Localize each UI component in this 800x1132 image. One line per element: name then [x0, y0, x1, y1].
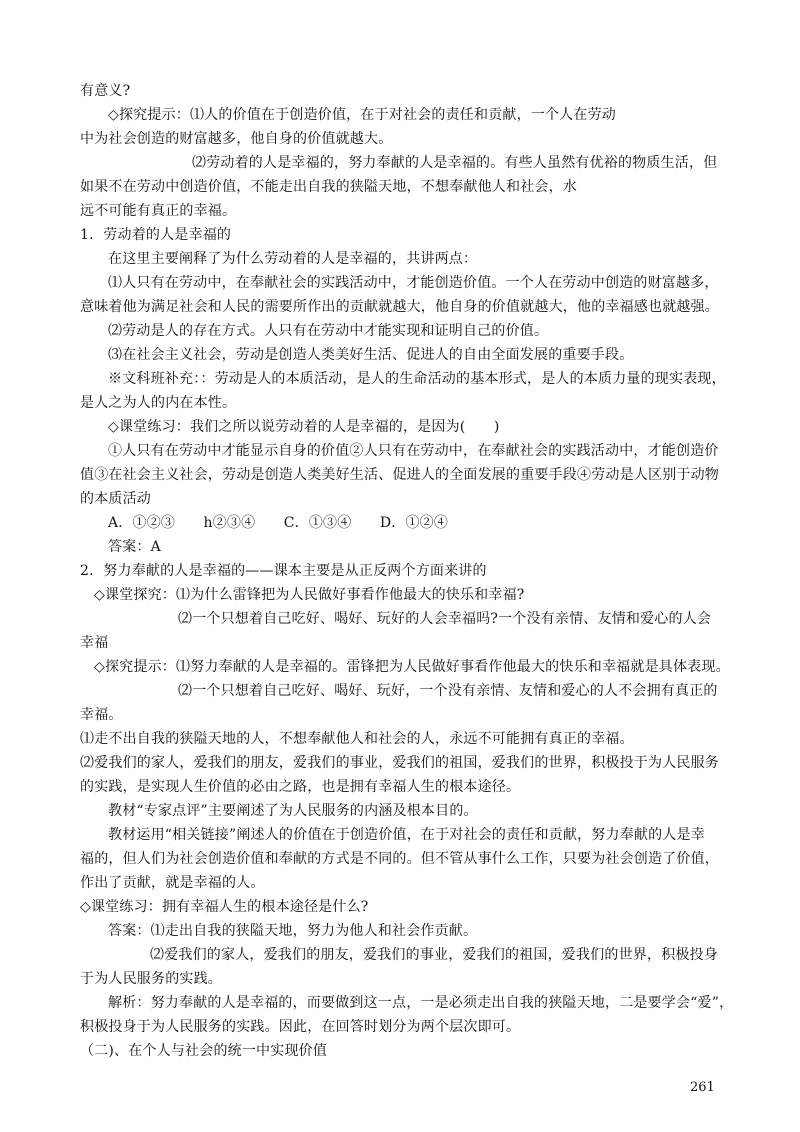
text-line: 在这里主要阐释了为什么劳动着的人是幸福的，共讲两点：	[108, 251, 478, 267]
text-line: ⑶在社会主义社会，劳动是创造人类美好生活、促进人的自由全面发展的重要手段。	[108, 347, 634, 363]
text-line: 作出了贡献，就是幸福的人。	[80, 875, 265, 891]
analysis-line: 积极投身于为人民服务的实践。因此，在回答时划分为两个层次即可。	[80, 1019, 521, 1035]
text-line: ◇探究提示：⑴努力奉献的人是幸福的。雷锋把为人民做好事看作他最大的快乐和幸福就是具体表现。	[94, 659, 730, 675]
text-line: 福的，但人们为社会创造价值和奉献的方式是不同的。但不管从事什么工作，只要为社会创造了价值，	[80, 851, 719, 867]
text-line: ①人只有在劳动中才能显示自身的价值②人只有在劳动中，在奉献社会的实践活动中，才能创造价	[108, 443, 719, 459]
text-line: 幸福。	[80, 707, 123, 723]
text-line: 意味着他为满足社会和人民的需要所作出的贡献就越大，他自身的价值就越大，他的幸福感也就越强。	[80, 299, 719, 315]
text-line: 幸福	[80, 635, 109, 651]
exercise-question: ◇课堂练习：拥有幸福人生的根本途径是什么?	[80, 899, 369, 915]
text-line: 教材运用“相关链接”阐述人的价值在于创造价值，在于对社会的责任和贡献，努力奉献的人是幸	[108, 827, 705, 843]
section-heading: （二)、在个人与社会的统一中实现价值	[80, 1043, 328, 1059]
text-line: ◇探究提示：⑴人的价值在于创造价值，在于对社会的责任和贡献，一个人在劳动	[108, 107, 616, 123]
text-line: 有意义?	[80, 83, 131, 99]
text-line: ⑵一个只想着自己吃好、喝好、玩好，一个没有亲情、友情和爱心的人不会拥有真正的	[178, 683, 718, 699]
text-line: 的本质活动	[80, 491, 151, 507]
text-line: 如果不在劳动中创造价值，不能走出自我的狭隘天地，不想奉献他人和社会，水	[80, 179, 577, 195]
text-line: ⑵劳动着的人是幸福的，努力奉献的人是幸福的。有些人虽然有优裕的物质生活，但	[192, 155, 718, 171]
section-heading: 2．努力奉献的人是幸福的——课本主要是从正反两个方面来讲的	[80, 563, 487, 579]
text-line: 教材“专家点评”主要阐述了为人民服务的内涵及根本目的。	[108, 803, 478, 819]
text-line: ⑵一个只想着自己吃好、喝好、玩好的人会幸福吗?一个没有亲情、友情和爱心的人会	[178, 611, 712, 627]
text-line: 远不可能有真正的幸福。	[80, 203, 237, 219]
analysis-line: 解析：努力奉献的人是幸福的，而要做到这一点，一是必须走出自我的狭隘天地，二是要学会“爱”，	[108, 995, 734, 1011]
text-line: ◇课堂探究：⑴为什么雷锋把为人民做好事看作他最大的快乐和幸福?	[94, 587, 525, 603]
answer-line: 答案：A	[108, 539, 161, 555]
exercise-question: ◇课堂练习：我们之所以说劳动着的人是幸福的，是因为( )	[108, 419, 500, 435]
text-line: ⑴人只有在劳动中，在奉献社会的实践活动中，才能创造价值。一个人在劳动中创造的财富越多，	[108, 275, 719, 291]
text-line: 值③在社会主义社会，劳动是创造人类美好生活、促进人的全面发展的重要手段④劳动是人区别于动物	[80, 467, 719, 483]
text-line: ⑴走不出自我的狭隘天地的人，不想奉献他人和社会的人，永远不可能拥有真正的幸福。	[80, 731, 634, 747]
text-line: 的实践，是实现人生价值的必由之路，也是拥有幸福人生的根本途径。	[80, 779, 521, 795]
answer-line: 答案：⑴走出自我的狭隘天地，努力为他人和社会作贡献。	[108, 923, 478, 939]
text-line: ⑵爱我们的家人，爱我们的朋友，爱我们的事业，爱我们的祖国，爱我们的世界，积极投于为人民服务	[80, 755, 719, 771]
section-heading: 1．劳动着的人是幸福的	[80, 227, 232, 243]
text-line: 是人之为人的内在本性。	[80, 395, 237, 411]
page-number: 261	[690, 1080, 715, 1095]
answer-options: A．①②③ h②③④ C．①③④ D．①②④	[108, 515, 449, 531]
answer-line: ⑵爱我们的家人，爱我们的朋友，爱我们的事业，爱我们的祖国，爱我们的世界，积极投身	[150, 947, 718, 963]
answer-line: 于为人民服务的实践。	[80, 971, 222, 987]
text-line: ⑵劳动是人的存在方式。人只有在劳动中才能实现和证明自己的价值。	[108, 323, 549, 339]
text-line: ※文科班补充：：劳动是人的本质活动，是人的生命活动的基本形式，是人的本质力量的现实表现，	[108, 371, 726, 387]
text-line: 中为社会创造的财富越多，他自身的价值就越大。	[80, 131, 393, 147]
